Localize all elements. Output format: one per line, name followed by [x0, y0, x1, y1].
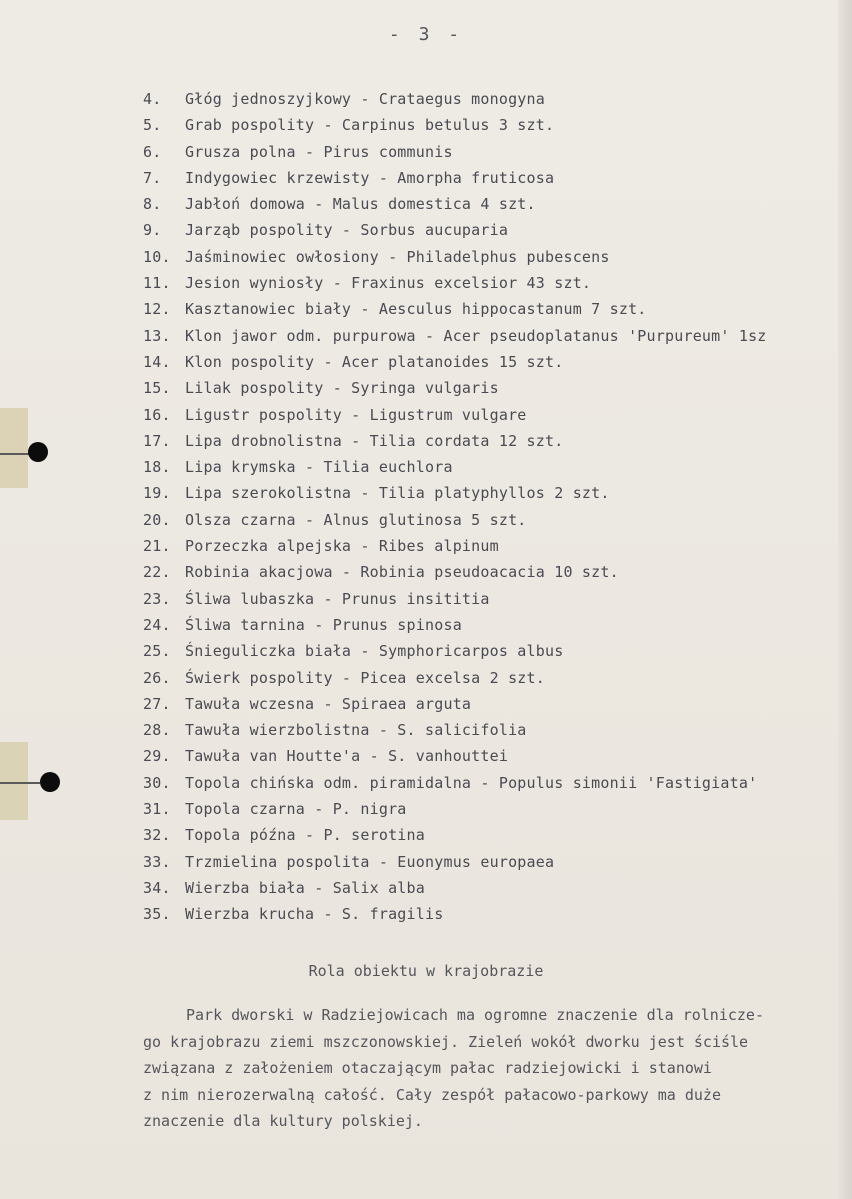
species-list-item — [143, 796, 843, 822]
species-name: Wierzba krucha - S. fragilis — [185, 905, 444, 924]
species-list-item — [143, 375, 843, 401]
species-name: Lipa drobnolistna - Tilia cordata 12 szt. — [185, 431, 564, 450]
species-number: 17. — [143, 431, 171, 450]
species-name: Jaśminowiec owłosiony - Philadelphus pubescens — [185, 247, 610, 266]
species-name: Topola czarna - P. nigra — [185, 800, 407, 819]
species-number: 28. — [143, 721, 171, 740]
paragraph-line: znaczenie dla kultury polskiej. — [143, 1112, 423, 1130]
paragraph-line: go krajobrazu ziemi mszczonowskiej. Zieleń wokół dworku jest ściśle — [143, 1032, 749, 1051]
species-number: 9. — [143, 221, 162, 240]
species-number: 26. — [143, 668, 171, 687]
species-number: 7. — [143, 168, 162, 187]
species-name: Lilak pospolity - Syringa vulgaris — [185, 379, 499, 398]
species-name: Indygowiec krzewisty - Amorpha fruticosa — [185, 168, 555, 187]
species-name: Tawuła wczesna - Spiraea arguta — [185, 694, 472, 713]
species-number: 29. — [143, 747, 171, 766]
species-list-item — [143, 428, 843, 454]
species-number: 33. — [143, 852, 171, 871]
species-number: 16. — [143, 405, 171, 424]
species-list-item — [143, 743, 843, 769]
species-number: 32. — [143, 826, 171, 845]
species-number: 27. — [143, 694, 171, 713]
species-number: 21. — [143, 537, 171, 556]
species-list-item — [143, 139, 843, 165]
species-name: Tawuła van Houtte'a - S. vanhouttei — [185, 747, 509, 766]
species-name: Świerk pospolity - Picea excelsa 2 szt. — [185, 668, 545, 687]
page-number: - 3 - — [388, 24, 464, 45]
paragraph-line: z nim nierozerwalną całość. Cały zespół pałacowo-parkowy ma duże — [143, 1085, 721, 1104]
species-name: Śliwa lubaszka - Prunus insititia — [185, 589, 490, 608]
punch-hole-bottom — [40, 772, 60, 792]
species-list-item — [143, 296, 843, 322]
species-number: 4. — [143, 90, 162, 108]
species-name: Porzeczka alpejska - Ribes alpinum — [185, 537, 499, 556]
species-name: Lipa szerokolistna - Tilia platyphyllos 2 szt. — [185, 484, 610, 503]
species-list-item — [143, 901, 843, 927]
species-name: Topola chińska odm. piramidalna - Populus simonii 'Fastigiata' — [185, 773, 758, 792]
species-name: Głóg jednoszyjkowy - Crataegus monogyna — [185, 90, 545, 108]
species-list-item — [143, 454, 843, 480]
species-name: Topola późna - P. serotina — [185, 826, 425, 845]
species-list-item — [143, 112, 843, 138]
species-name: Wierzba biała - Salix alba — [185, 878, 425, 897]
species-list-item — [143, 638, 843, 664]
species-number: 8. — [143, 195, 162, 214]
species-name: Grusza polna - Pirus communis — [185, 142, 453, 161]
species-list-item — [143, 165, 843, 191]
species-number: 19. — [143, 484, 171, 503]
species-name: Tawuła wierzbolistna - S. salicifolia — [185, 721, 527, 740]
punch-hole-top — [28, 442, 48, 462]
species-number: 22. — [143, 563, 171, 582]
species-number: 35. — [143, 905, 171, 924]
species-list-item — [143, 665, 843, 691]
species-list-item — [143, 533, 843, 559]
species-list-item — [143, 507, 843, 533]
species-list-item — [143, 217, 843, 243]
species-number: 5. — [143, 116, 162, 135]
species-list-item — [143, 559, 843, 585]
species-list-item — [143, 586, 843, 612]
species-name: Jesion wyniosły - Fraxinus excelsior 43 szt. — [185, 274, 592, 293]
species-number: 14. — [143, 352, 171, 371]
species-list-item — [143, 244, 843, 270]
species-name: Grab pospolity - Carpinus betulus 3 szt. — [185, 116, 555, 135]
species-list-item — [143, 849, 843, 875]
species-number: 10. — [143, 247, 171, 266]
species-list-item — [143, 770, 843, 796]
species-name: Śliwa tarnina - Prunus spinosa — [185, 615, 462, 634]
species-name: Olsza czarna - Alnus glutinosa 5 szt. — [185, 510, 527, 529]
species-list-item — [143, 402, 843, 428]
species-number: 25. — [143, 642, 171, 661]
species-name: Kasztanowiec biały - Aesculus hippocastanum 7 szt. — [185, 300, 647, 319]
species-number: 30. — [143, 773, 171, 792]
species-number: 31. — [143, 800, 171, 819]
binding-tab-bottom — [0, 742, 28, 820]
species-list-item — [143, 717, 843, 743]
species-list-item — [143, 323, 843, 349]
species-name: Klon jawor odm. purpurowa - Acer pseudoplatanus 'Purpureum' 1sz — [185, 326, 767, 345]
species-number: 15. — [143, 379, 171, 398]
paragraph-line: Park dworski w Radziejowicach ma ogromne znaczenie dla rolnicze- — [186, 1006, 764, 1024]
species-name: Lipa krymska - Tilia euchlora — [185, 458, 453, 477]
species-number: 20. — [143, 510, 171, 529]
species-number: 24. — [143, 615, 171, 634]
species-list-item — [143, 822, 843, 848]
species-list-item — [143, 191, 843, 217]
species-name: Trzmielina pospolita - Euonymus europaea — [185, 852, 555, 871]
species-name: Ligustr pospolity - Ligustrum vulgare — [185, 405, 527, 424]
species-name: Śnieguliczka biała - Symphoricarpos albus — [185, 642, 564, 661]
species-list-item — [143, 349, 843, 375]
species-number: 34. — [143, 878, 171, 897]
species-number: 18. — [143, 458, 171, 477]
binding-tab-top — [0, 408, 28, 488]
species-name: Jarząb pospolity - Sorbus aucuparia — [185, 221, 509, 240]
species-list-item — [143, 691, 843, 717]
species-number: 23. — [143, 589, 171, 608]
section-heading: Rola obiektu w krajobrazie — [308, 962, 544, 980]
species-list-item — [143, 86, 843, 112]
species-list-item — [143, 270, 843, 296]
species-number: 13. — [143, 326, 171, 345]
species-list-item — [143, 875, 843, 901]
species-list-item — [143, 612, 843, 638]
punch-line-top — [0, 453, 30, 455]
species-name: Jabłoń domowa - Malus domestica 4 szt. — [185, 195, 536, 214]
landscape-paragraph — [143, 1002, 843, 1135]
punch-line-bottom — [0, 782, 40, 784]
species-number: 6. — [143, 142, 162, 161]
species-number: 11. — [143, 274, 171, 293]
species-name: Klon pospolity - Acer platanoides 15 szt. — [185, 352, 564, 371]
species-name: Robinia akacjowa - Robinia pseudoacacia 10 szt. — [185, 563, 619, 582]
species-number: 12. — [143, 300, 171, 319]
species-list — [143, 86, 843, 928]
paragraph-line: związana z założeniem otaczającym pałac radziejowicki i stanowi — [143, 1059, 712, 1077]
species-list-item — [143, 480, 843, 506]
